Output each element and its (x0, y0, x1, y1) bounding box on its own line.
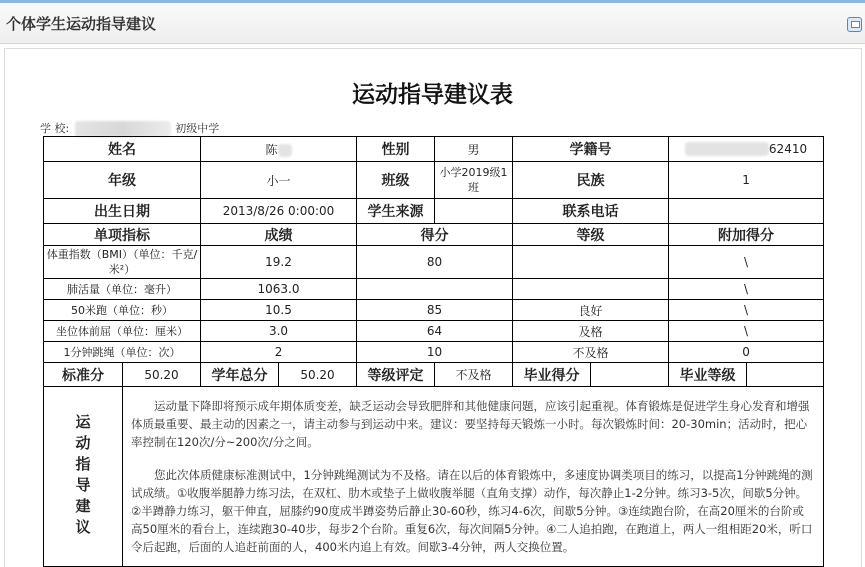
eval-label: 等级评定 (357, 363, 435, 387)
school-line (40, 120, 219, 137)
id-value: 62410 (768, 141, 808, 156)
table-row (44, 321, 824, 342)
bonus-cell: \ (669, 300, 824, 321)
score-cell: 64 (357, 321, 513, 342)
window-title: 个体学生运动指导建议 (6, 15, 157, 33)
origin-label: 学生来源 (357, 199, 435, 224)
total-value: 50.20 (279, 363, 357, 387)
name-value: 陈 (265, 142, 278, 157)
ethnic-value: 1 (669, 162, 824, 199)
grad-score-label: 毕业得分 (513, 363, 591, 387)
grade-value: 小一 (201, 162, 357, 199)
total-label: 学年总分 (201, 363, 279, 387)
bonus-cell: \ (669, 246, 824, 279)
origin-value (435, 199, 513, 224)
item-cell: 肺活量（单位：毫升） (44, 279, 201, 300)
phone-label: 联系电话 (513, 199, 669, 224)
table-row (44, 342, 824, 363)
score-cell: 10 (357, 342, 513, 363)
grade-cell (513, 279, 669, 300)
grad-level-value (747, 363, 824, 387)
id-label: 学籍号 (513, 137, 669, 162)
score-header-row (44, 224, 824, 246)
result-cell: 3.0 (201, 321, 357, 342)
row-grade (44, 162, 824, 199)
result-cell: 10.5 (201, 300, 357, 321)
result-cell: 19.2 (201, 246, 357, 279)
advice-paragraph-2: 您此次体质健康标准测试中，1分钟跳绳测试为不及格。请在以后的体育锻炼中，多速度协调类项目的练习，以提高1分钟跳绳的测试成绩。①收腹举腿静力练习法，在双杠、肋木或垫子上做收腹举腿（直角支撑）动作，每次静止1-2分钟。练习3-5次，间歇5分钟。②半蹲静力练习，躯干伸直，屈膝约90度成半蹲姿势后静止30-60秒，练习4-6次，间歇5分钟。③连续跑台阶，在高20厘米的台阶或高50厘米的看台上，连续跑30-40步，每步2个台阶。重复6次，每次间隔5分钟。④二人追拍跑，在跑道上，两人一组相距20米，听口令后起跑，后面的人追赶前面的人，400米内追上有效。间歇3-4分钟，两人交换位置。 (131, 468, 813, 554)
table-row (44, 300, 824, 321)
col-header-score: 得分 (357, 224, 513, 246)
id-cell (669, 137, 824, 162)
class-label: 班级 (357, 162, 435, 199)
gender-value: 男 (435, 137, 513, 162)
bonus-cell: 0 (669, 342, 824, 363)
col-header-item: 单项指标 (44, 224, 201, 246)
name-redaction (278, 144, 292, 157)
grad-level-label: 毕业等级 (669, 363, 747, 387)
result-cell: 2 (201, 342, 357, 363)
window-header (0, 3, 865, 44)
birth-value: 2013/8/26 0:00:00 (201, 199, 357, 224)
guidance-table (43, 136, 824, 567)
document-title: 运动指导建议表 (352, 82, 513, 108)
name-cell (201, 137, 357, 162)
grade-cell: 良好 (513, 300, 669, 321)
grade-cell (513, 246, 669, 279)
col-header-bonus: 附加得分 (669, 224, 824, 246)
class-value: 小学2019级1班 (435, 162, 513, 199)
item-cell: 1分钟跳绳（单位：次） (44, 342, 201, 363)
birth-label: 出生日期 (44, 199, 201, 224)
item-cell: 坐位体前屈（单位：厘米） (44, 321, 201, 342)
phone-value (669, 199, 824, 224)
col-header-result: 成绩 (201, 224, 357, 246)
table-row (44, 246, 824, 279)
school-suffix: 初级中学 (175, 122, 220, 135)
school-prefix: 学 校: (40, 122, 70, 135)
row-birth (44, 199, 824, 224)
school-name-redaction (75, 121, 171, 137)
id-redaction (685, 142, 769, 156)
standard-label: 标准分 (44, 363, 123, 387)
table-row (44, 279, 824, 300)
score-cell (357, 279, 513, 300)
item-cell: 体重指数（BMI）（单位：千克/米²） (44, 246, 201, 279)
score-cell: 85 (357, 300, 513, 321)
restore-window-icon[interactable] (847, 17, 862, 32)
gender-label: 性别 (357, 137, 435, 162)
advice-label-cell (44, 387, 123, 567)
grade-cell: 不及格 (513, 342, 669, 363)
advice-label: 运动指导建议 (73, 413, 92, 540)
grad-score-value (591, 363, 669, 387)
result-cell: 1063.0 (201, 279, 357, 300)
bonus-cell: \ (669, 279, 824, 300)
eval-value: 不及格 (435, 363, 513, 387)
grade-cell: 及格 (513, 321, 669, 342)
bonus-cell: \ (669, 321, 824, 342)
standard-value: 50.20 (123, 363, 201, 387)
ethnic-label: 民族 (513, 162, 669, 199)
advice-row (44, 387, 824, 567)
row-name (44, 137, 824, 162)
item-cell: 50米跑（单位：秒） (44, 300, 201, 321)
score-cell: 80 (357, 246, 513, 279)
advice-content (123, 387, 824, 567)
grade-label: 年级 (44, 162, 201, 199)
advice-paragraph-1: 运动量下降即将预示成年期体质变差，缺乏运动会导致肥胖和其他健康问题，应该引起重视。体育锻炼是促进学生身心发育和增强体质最重要、最主动的因素之一，请主动参与到运动中来。建议：要坚持每天锻炼一小时。每次锻炼时间：20-30min；活动时，把心率控制在120次/分~200次/分之间。 (131, 399, 810, 449)
name-label: 姓名 (44, 137, 201, 162)
col-header-grade: 等级 (513, 224, 669, 246)
summary-row (44, 363, 824, 387)
